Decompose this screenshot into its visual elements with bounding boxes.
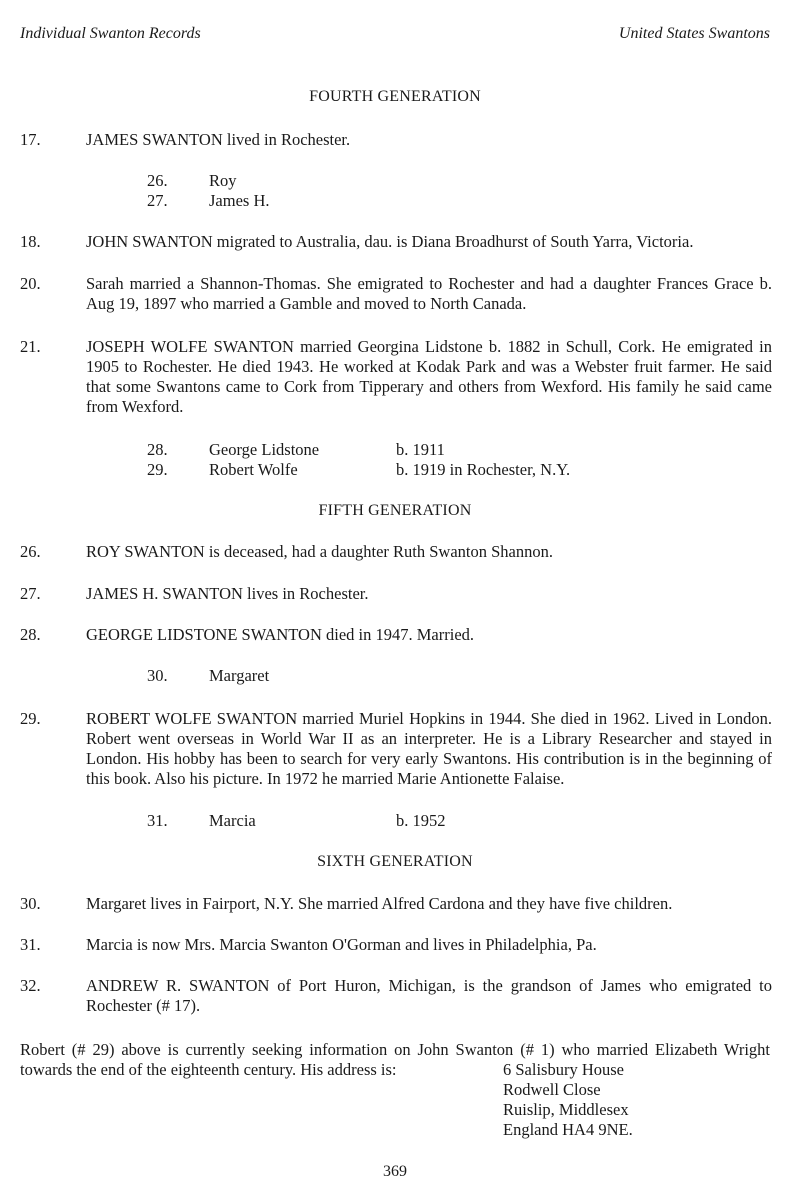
- entry-number: 27.: [20, 584, 41, 603]
- entry-number: 26.: [20, 542, 41, 561]
- child-number: 31.: [147, 811, 168, 830]
- child-birth: b. 1919 in Rochester, N.Y.: [396, 460, 571, 479]
- entry-text: Marcia is now Mrs. Marcia Swanton O'Gorman and lives in Philadelphia, Pa.: [86, 935, 597, 954]
- entry-text: JAMES H. SWANTON lives in Rochester.: [86, 584, 369, 603]
- address-line-3: Ruislip, Middlesex: [503, 1100, 629, 1119]
- child-number: 30.: [147, 666, 168, 685]
- child-name: James H.: [209, 191, 270, 210]
- address-line-2: Rodwell Close: [503, 1080, 601, 1099]
- child-name: George Lidstone: [209, 440, 320, 459]
- entry-number: 30.: [20, 894, 41, 913]
- running-header-left: Individual Swanton Records: [20, 25, 201, 42]
- heading-fourth-generation: FOURTH GENERATION: [309, 88, 481, 105]
- entry-text: GEORGE LIDSTONE SWANTON died in 1947. Married.: [86, 625, 475, 644]
- entry-text: Margaret lives in Fairport, N.Y. She married Alfred Cardona and they have five children.: [86, 894, 673, 913]
- entry-number: 18.: [20, 232, 41, 251]
- entry-text: Sarah married a Shannon-Thomas. She emigrated to Rochester and had a daughter Frances Grace b. Aug 19, 1897 who married a Gamble and moved to North Canada.: [86, 274, 772, 313]
- running-header-right: United States Swantons: [618, 25, 770, 42]
- child-number: 28.: [147, 440, 168, 459]
- page-number: 369: [383, 1163, 407, 1180]
- child-number: 29.: [147, 460, 168, 479]
- address-line-1: 6 Salisbury House: [503, 1060, 624, 1079]
- entry-number: 29.: [20, 709, 41, 728]
- child-name: Robert Wolfe: [209, 460, 298, 479]
- child-birth: b. 1952: [396, 811, 446, 830]
- entry-number: 17.: [20, 130, 41, 149]
- child-name: Marcia: [209, 811, 256, 830]
- closing-note: Robert (# 29) above is currently seeking information on John Swanton (# 1) who married Elizabeth Wright towards the end of the eighteenth century. His address is:: [20, 1040, 770, 1079]
- child-number: 27.: [147, 191, 168, 210]
- entry-number: 28.: [20, 625, 41, 644]
- child-name: Margaret: [209, 666, 270, 685]
- entry-number: 31.: [20, 935, 41, 954]
- entry-text: JOSEPH WOLFE SWANTON married Georgina Lidstone b. 1882 in Schull, Cork. He emigrated in 1905 to Rochester. He died 1943. He worked at Kodak Park and was a Webster fruit farmer. He said that some Swantons came to Cork from Tipperary and others from Wexford. His family he said came from Wexford.: [86, 337, 772, 416]
- heading-fifth-generation: FIFTH GENERATION: [318, 502, 472, 519]
- entry-number: 20.: [20, 274, 41, 293]
- entry-number: 21.: [20, 337, 41, 356]
- entry-text: ROY SWANTON is deceased, had a daughter Ruth Swanton Shannon.: [86, 542, 553, 561]
- entry-text: JAMES SWANTON lived in Rochester.: [86, 130, 351, 149]
- child-name: Roy: [209, 171, 237, 190]
- entry-text: ROBERT WOLFE SWANTON married Muriel Hopkins in 1944. She died in 1962. Lived in London. Robert went overseas in World War II as an interpreter. He is a Library Researcher and stayed in London. His hobby has been to search for very early Swantons. His contribution is in the beginning of this book. Also his picture. In 1972 he married Marie Antionette Falaise.: [86, 709, 772, 788]
- child-birth: b. 1911: [396, 440, 445, 459]
- entry-number: 32.: [20, 976, 41, 995]
- child-number: 26.: [147, 171, 168, 190]
- entry-text: ANDREW R. SWANTON of Port Huron, Michigan, is the grandson of James who emigrated to Rochester (# 17).: [86, 976, 772, 1015]
- entry-text: JOHN SWANTON migrated to Australia, dau. is Diana Broadhurst of South Yarra, Victoria.: [86, 232, 694, 251]
- address-line-4: England HA4 9NE.: [503, 1120, 633, 1139]
- heading-sixth-generation: SIXTH GENERATION: [317, 853, 473, 870]
